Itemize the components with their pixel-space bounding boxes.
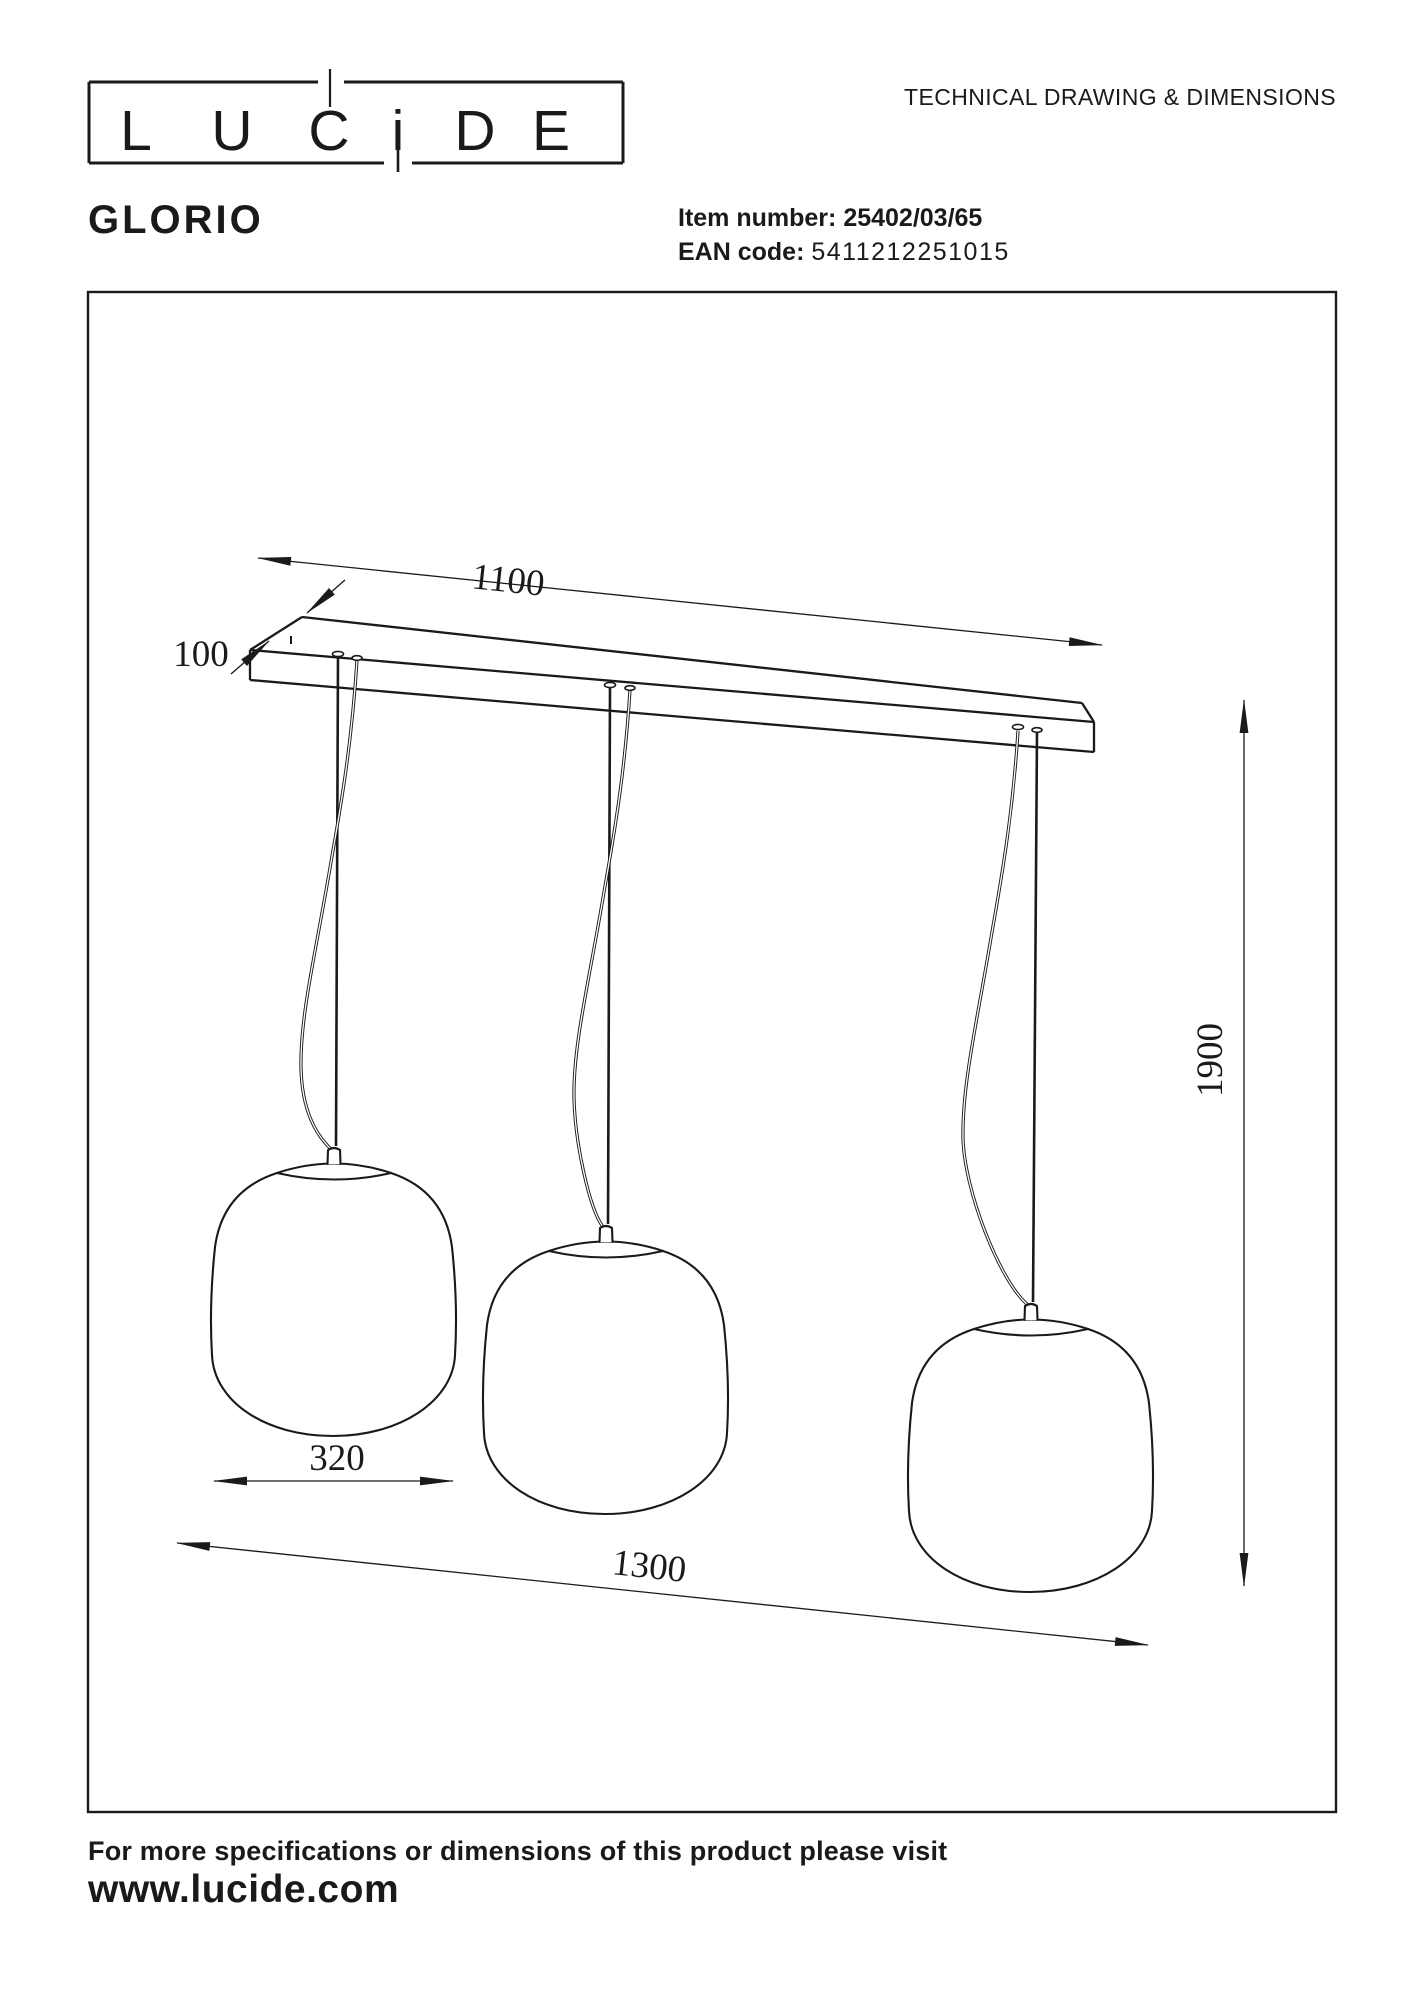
logo-letter: E — [531, 99, 571, 163]
footer-note: For more specifications or dimensions of this product please visit — [88, 1836, 948, 1866]
dim-shade-width — [214, 1438, 453, 1481]
suspension-1 — [301, 651, 362, 1149]
ean-code-value: 5411212251015 — [811, 238, 1010, 266]
suspension-1-cable — [336, 656, 338, 1146]
suspension-3-cable — [1033, 732, 1037, 1302]
item-number-value: 25402/03/65 — [843, 204, 983, 232]
suspension-1-cord — [301, 660, 357, 1149]
suspension-2 — [574, 682, 635, 1227]
product-name: GLORIO — [88, 198, 264, 242]
lamp-shade-2 — [483, 1226, 728, 1514]
dim-drop-height — [1190, 700, 1244, 1586]
document-type-title: TECHNICAL DRAWING & DIMENSIONS — [904, 84, 1336, 110]
logo-letter: C — [308, 99, 350, 163]
dim-rail-length-label: 1100 — [469, 556, 547, 605]
suspension-3 — [963, 724, 1042, 1305]
ean-code-label: EAN code: — [678, 238, 805, 266]
footer-website-link: www.lucide.com — [88, 1868, 400, 1911]
logo-letter: D — [454, 99, 496, 163]
brand-logo — [89, 69, 623, 172]
suspension-3-connector — [1032, 728, 1042, 733]
dim-rail-depth — [173, 580, 345, 675]
suspension-2-connector — [605, 682, 616, 687]
dim-rail-length — [258, 556, 1102, 645]
drawing-border-frame — [88, 292, 1336, 1812]
lamp-shade-1 — [211, 1148, 456, 1436]
suspension-3-connector — [1013, 724, 1024, 729]
logo-letter: U — [211, 99, 253, 163]
dim-shade-width-label: 320 — [309, 1438, 365, 1479]
suspension-2-cord — [574, 690, 630, 1227]
dim-total-width-label: 1300 — [610, 1542, 689, 1591]
suspension-1-connector — [333, 651, 344, 656]
dim-drop-height-label: 1900 — [1190, 1023, 1231, 1097]
item-number-label: Item number: — [678, 204, 837, 232]
logo-letter: i — [391, 99, 405, 163]
logo-letter: L — [120, 99, 152, 163]
dim-rail-depth-label: 100 — [173, 634, 229, 675]
suspension-2-cable — [608, 688, 610, 1224]
lamp-shades — [211, 1148, 1153, 1592]
lamp-shade-3 — [908, 1304, 1153, 1592]
suspension-1-connector — [352, 656, 362, 661]
suspension-3-cord — [963, 731, 1028, 1305]
ceiling-rail — [250, 617, 1094, 752]
suspension-2-connector — [625, 686, 635, 691]
